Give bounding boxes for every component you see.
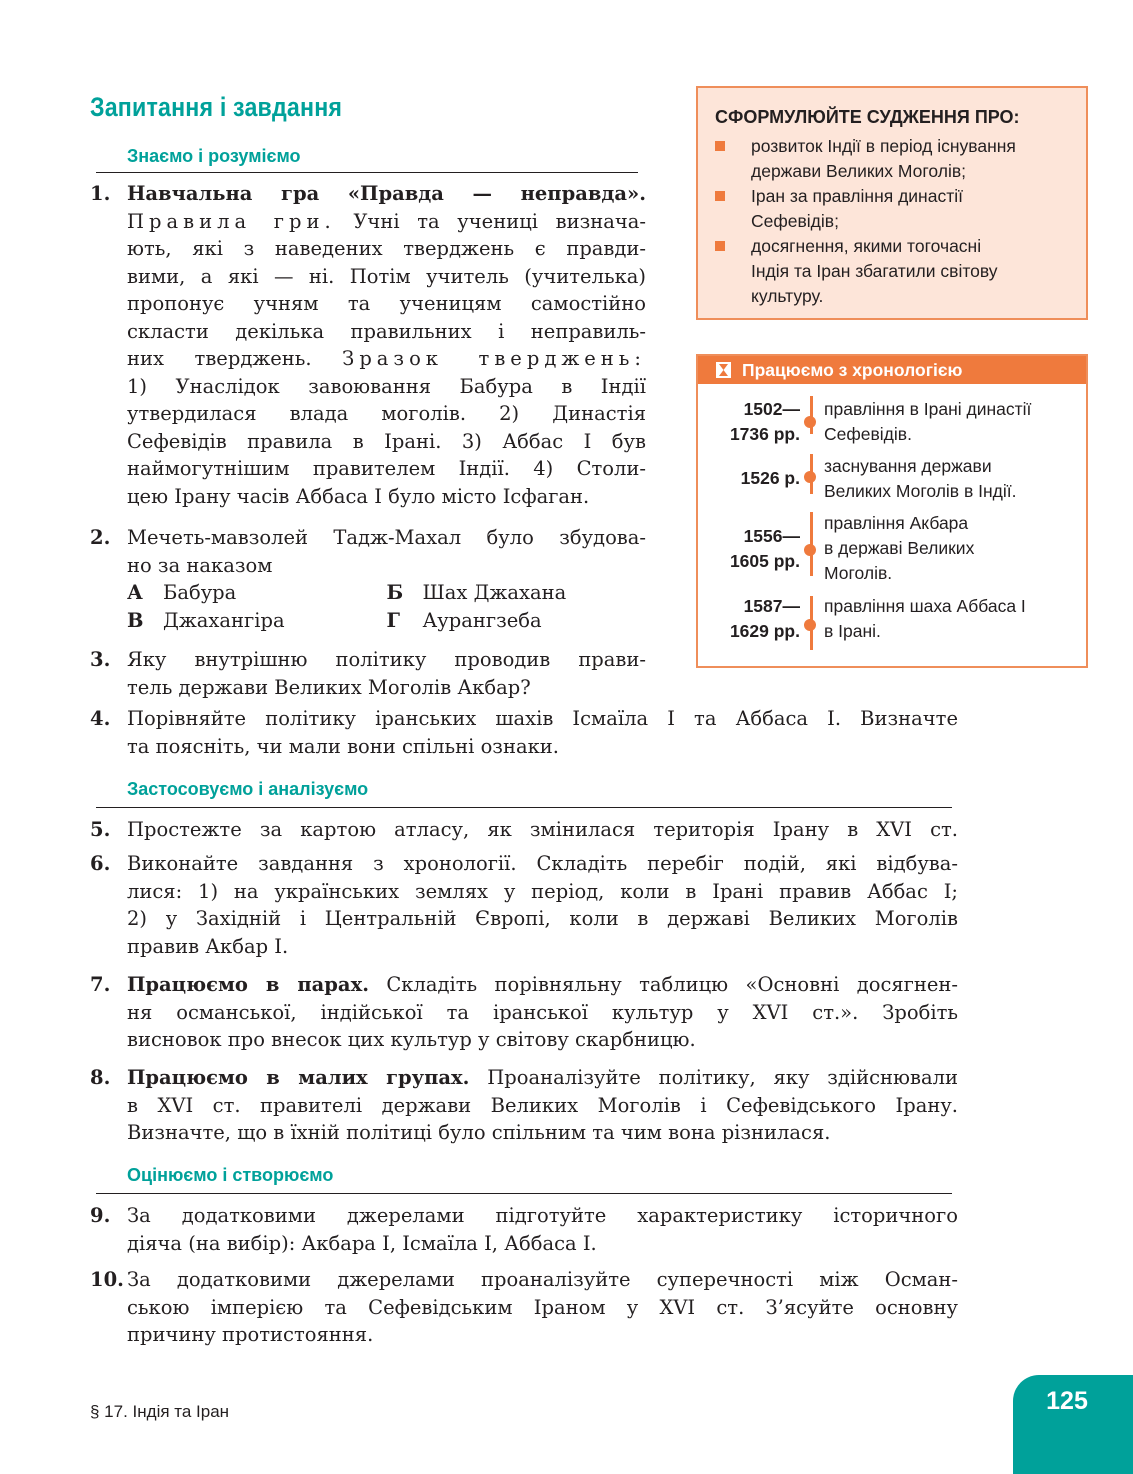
answer-options — [127, 579, 646, 635]
task-text-line: тель держави Великих Моголів Акбар? — [127, 675, 531, 699]
task-text-line: висновок про внесок цих культур у світову скарбницю. — [127, 1028, 696, 1051]
task-number: 7. — [90, 973, 111, 996]
page-number-tab — [1013, 1375, 1133, 1474]
chronology-box — [696, 354, 1088, 668]
task-number: 4. — [90, 707, 111, 730]
judgement-item: розвиток Індії в період існування держави Великих Моголів; — [715, 134, 1075, 184]
judgement-box — [696, 86, 1088, 320]
chronology-date: 1502— 1736 рр. — [729, 399, 800, 444]
section-divider — [96, 1193, 952, 1194]
task-text-line: причину протистояння. — [127, 1323, 374, 1346]
timeline-dot — [804, 619, 816, 631]
task-text-line: За додатковими джерелами проаналізуйте суперечності між Осман- — [127, 1268, 958, 1291]
answer-option[interactable]: Б Шах Джахана — [386, 581, 567, 604]
task-text-line: правив Акбар І. — [127, 934, 289, 958]
task-text-line: Яку внутрішню політику проводив прави- — [127, 648, 646, 671]
task-text-line: них тверджень. Зразок тверджень: — [127, 347, 646, 370]
section-divider — [96, 807, 952, 808]
judgement-box-title: СФОРМУЛЮЙТЕ СУДЖЕННЯ ПРО: — [715, 107, 1020, 127]
task-number: 2. — [90, 526, 111, 549]
task-text-line: Навчальна гра «Правда — неправда». — [127, 182, 646, 205]
task-text-line: Працюємо в парах. Складіть порівняльну таблицю «Основні досягнен- — [127, 973, 959, 996]
timeline-segment — [810, 396, 813, 434]
answer-option[interactable]: Г Аурангзеба — [386, 609, 542, 632]
answer-option[interactable]: А Бабура — [127, 581, 237, 604]
answer-option[interactable]: В Джахангіра — [127, 609, 285, 632]
task-2 — [90, 524, 646, 635]
timeline-dot — [804, 544, 816, 556]
timeline-dot — [804, 471, 816, 483]
task-text-line: лися: 1) на українських землях у період, коли в Ірані правив Аббас І; — [127, 879, 958, 903]
timeline-dot — [804, 416, 816, 428]
task-text-line: Мечеть-мавзолей Тадж-Махал було збудова- — [127, 526, 646, 549]
task-text-line: та поясніть, чи мали вони спільні ознаки. — [127, 734, 559, 758]
bullet-square-icon — [715, 241, 725, 251]
chronology-header — [698, 356, 1086, 384]
task-text-line: 2) у Західній і Центральній Європі, коли в державі Великих Моголів — [127, 907, 958, 930]
chronology-event: заснування держави Великих Моголів в Індії. — [824, 456, 1017, 501]
hourglass-icon — [716, 362, 731, 378]
task-5 — [90, 816, 958, 844]
task-text-line: утвердилася влада моголів. 2) Династія — [127, 402, 646, 425]
task-text-line: Порівняйте політику іранських шахів Ісмаїла І та Аббаса І. Визначте — [127, 707, 958, 730]
task-number: 10. — [90, 1268, 124, 1291]
task-text-line: скласти декілька правильних і неправиль- — [127, 319, 646, 343]
task-3 — [90, 646, 646, 701]
task-text-line: но за наказом — [127, 553, 273, 577]
task-7 — [90, 971, 958, 1054]
task-text-line: Виконайте завдання з хронології. Складіть перебіг подій, які відбува- — [127, 852, 958, 875]
chronology-date: 1556— 1605 рр. — [729, 526, 800, 571]
task-text-line: ською імперією та Сефевідським Іраном у XVI ст. З’ясуйте основну — [127, 1295, 958, 1319]
task-6 — [90, 850, 958, 960]
task-text-line: Визначте, що в їхній політиці було спільним та чим вона різнилася. — [127, 1121, 831, 1144]
task-8 — [90, 1064, 958, 1147]
task-text-line: ють, які з наведених тверджень є правди- — [127, 237, 646, 260]
task-number: 3. — [90, 648, 111, 671]
task-text-line: в XVI ст. правителі держави Великих Моголів і Сефевідського Ірану. — [127, 1093, 958, 1117]
task-text-line: пропонує учням та ученицям самостійно — [127, 292, 646, 315]
chronology-event: правління шаха Аббаса І в Ірані. — [824, 596, 1026, 641]
page-title: Запитання і завдання — [90, 92, 343, 122]
task-number: 5. — [90, 818, 111, 841]
task-text-line: наймогутнішим правителем Індії. 4) Столи- — [127, 457, 646, 480]
chronology-date: 1526 р. — [740, 468, 800, 488]
task-text-line: вими, а які — ні. Потім учитель (учителька) — [127, 264, 646, 288]
chronology-event: правління Акбара в державі Великих Моголів. — [824, 513, 975, 583]
task-number: 6. — [90, 852, 111, 875]
task-text-line: ня османської, індійської та іранської культур у XVI ст.». Зробіть — [127, 1000, 958, 1024]
footer-chapter-label: § 17. Індія та Іран — [90, 1402, 230, 1421]
task-text-line: цею Ірану часів Аббаса І було місто Ісфаган. — [127, 484, 590, 508]
task-text-line: діяча (на вибір): Акбара І, Ісмаїла І, Аббаса І. — [127, 1231, 597, 1255]
judgement-item: Іран за правління династії Сефевідів; — [715, 184, 1075, 234]
task-text-line: Сефевідів правила в Ірані. 3) Аббас І був — [127, 429, 646, 453]
task-number: 1. — [90, 182, 111, 205]
task-text-line: 1) Унаслідок завоювання Бабура в Індії — [127, 374, 646, 398]
task-1 — [90, 180, 646, 510]
task-text-line: Працюємо в малих групах. Проаналізуйте політику, яку здійснювали — [127, 1066, 959, 1089]
chronology-event: правління в Ірані династії Сефевідів. — [824, 399, 1032, 444]
section-heading-know: Знаємо і розуміємо — [127, 146, 301, 166]
task-4 — [90, 705, 958, 760]
page-number: 125 — [1046, 1387, 1088, 1415]
task-number: 8. — [90, 1066, 111, 1089]
chronology-title: Працюємо з хронологією — [742, 360, 963, 380]
task-text-line: Правила гри. Учні та учениці визнача- — [127, 209, 646, 233]
task-text-line: Простежте за картою атласу, як змінилася територія Ірану в XVI ст. — [127, 818, 958, 841]
bullet-square-icon — [715, 191, 725, 201]
section-heading-evaluate: Оцінюємо і створюємо — [127, 1165, 334, 1185]
bullet-square-icon — [715, 141, 725, 151]
judgement-item: досягнення, якими тогочасні Індія та Іран збагатили світову культуру. — [715, 234, 1075, 309]
task-text-line: За додатковими джерелами підготуйте характеристику історичного — [127, 1204, 958, 1227]
task-10 — [90, 1266, 958, 1349]
section-divider — [96, 172, 638, 173]
task-number: 9. — [90, 1204, 111, 1227]
chronology-date: 1587— 1629 рр. — [729, 596, 800, 641]
section-heading-apply: Застосовуємо і аналізуємо — [127, 779, 369, 799]
task-9 — [90, 1202, 958, 1257]
